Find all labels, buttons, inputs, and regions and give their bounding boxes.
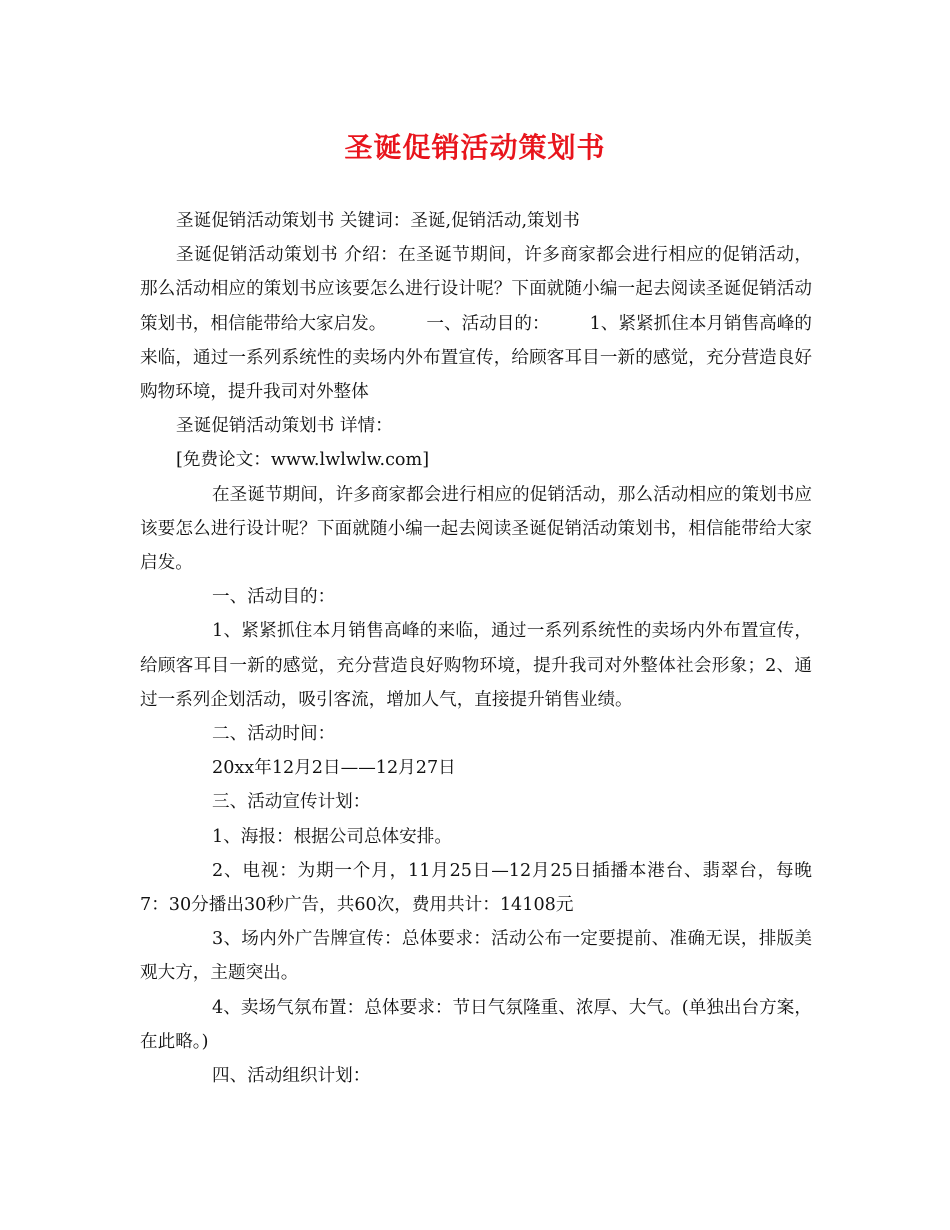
intro-goal-heading: 一、活动目的：: [426, 313, 550, 334]
body-paragraph: 2、电视：为期一个月，11月25日—12月25日插播本港台、翡翠台，每晚7：30分播出30秒广告，共60次，费用共计：14108元: [140, 860, 812, 916]
body-paragraph: 4、卖场气氛布置：总体要求：节日气氛隆重、浓厚、大气。(单独出台方案，在此略。): [140, 997, 812, 1052]
section-heading: 一、活动目的：: [212, 587, 336, 608]
intro-text: 圣诞促销活动策划书 介绍：在圣诞节期间，许多商家都会进行相应的促销活动，那么活动相应的策划书应该要怎么进行设计呢？下面就随小编一起去阅读圣诞促销活动策划书，相信能带给大家启发。: [140, 245, 812, 334]
date-range: 20xx年12月2日——12月27日: [212, 758, 456, 779]
body-paragraph: 在圣诞节期间，许多商家都会进行相应的促销活动，那么活动相应的策划书应该要怎么进行设计呢？下面就随小编一起去阅读圣诞促销活动策划书，相信能带给大家启发。: [140, 484, 812, 574]
section-heading: 四、活动组织计划：: [212, 1066, 371, 1087]
body-paragraph: 3、场内外广告牌宣传：总体要求：活动公布一定要提前、准确无误，排版美观大方，主题突出。: [140, 929, 812, 984]
section-heading: 二、活动时间：: [212, 724, 336, 745]
document-body: [140, 204, 812, 1093]
details-heading: 圣诞促销活动策划书 详情：: [176, 416, 393, 437]
source-link: [免费论文：www.lwlwlw.com]: [176, 450, 430, 471]
intro-goal-text: 1、紧紧抓住本月销售高峰的来临，通过一系列系统性的卖场内外布置宣传，给顾客耳目一新的感觉，充分营造良好购物环境，提升我司对外整体: [140, 313, 812, 403]
document-title: 圣诞促销活动策划书: [344, 131, 606, 164]
keywords-paragraph: 圣诞促销活动策划书 关键词：圣诞,促销活动,策划书: [176, 211, 580, 231]
section-heading: 三、活动宣传计划：: [212, 792, 371, 813]
body-paragraph: 1、紧紧抓住本月销售高峰的来临，通过一系列系统性的卖场内外布置宣传，给顾客耳目一新的感觉，充分营造良好购物环境，提升我司对外整体社会形象；2、通过一系列企划活动，吸引客流，增加人气，直接提升销售业绩。: [140, 621, 812, 710]
body-paragraph: 1、海报：根据公司总体安排。: [212, 826, 452, 847]
intro-paragraph: [140, 238, 812, 409]
